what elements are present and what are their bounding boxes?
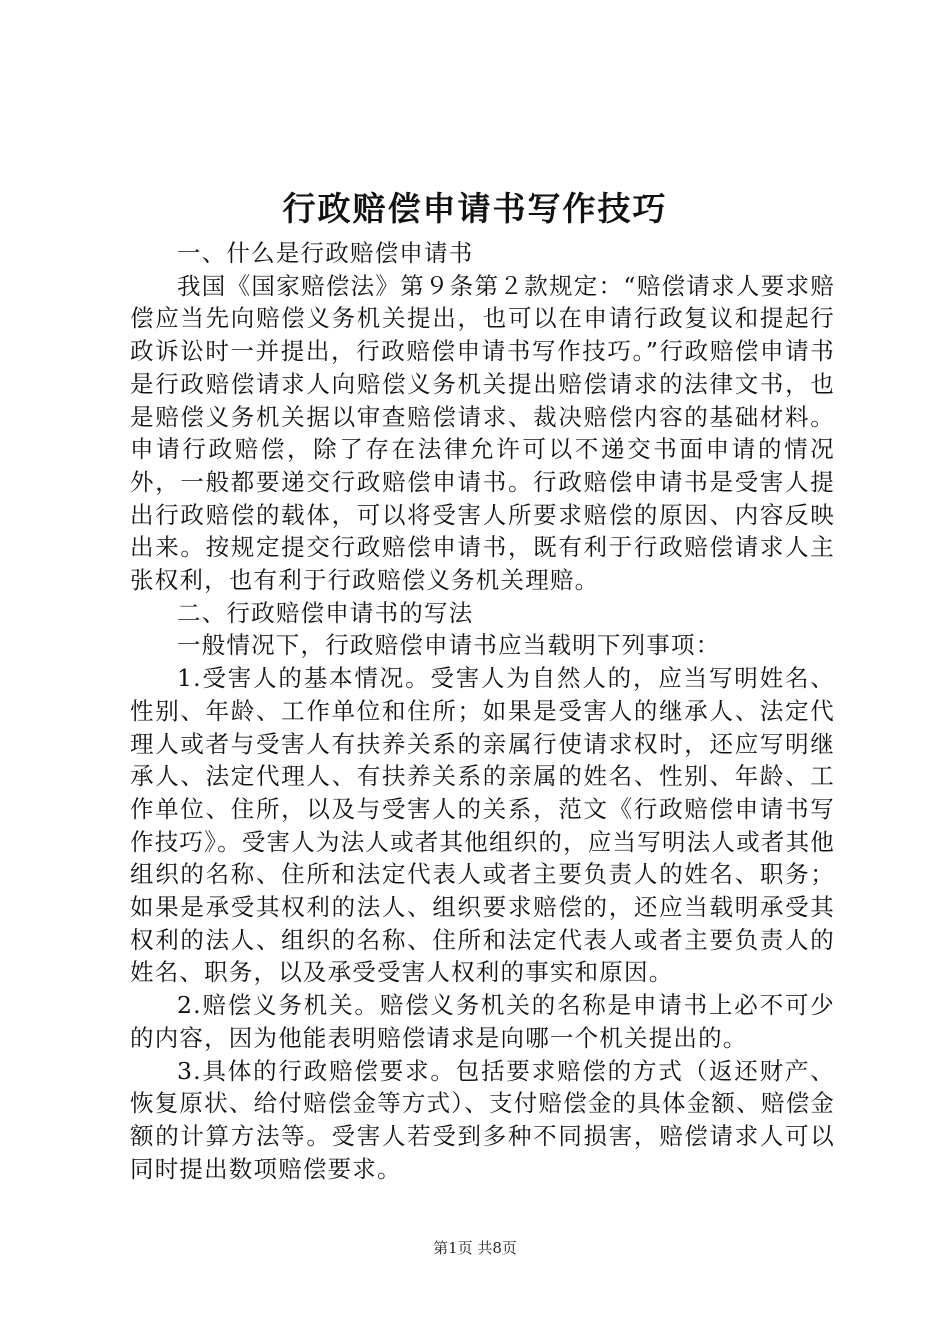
document-title: 行政赔偿申请书写作技巧 xyxy=(282,189,668,228)
paragraph-intro: 一般情况下，行政赔偿申请书应当载明下列事项： xyxy=(177,631,721,660)
paragraph-item-3: 3.具体的行政赔偿要求。包括要求赔偿的方式（返还财产、恢复原状、给付赔偿金等方式）、支付赔偿金的具体金额、赔偿金额的计算方法等。受害人若受到多种不同损害，赔偿请求人可以同时提出数项赔偿要求。 xyxy=(130,1056,835,1183)
section-heading-1: 一、什么是行政赔偿申请书 xyxy=(177,239,474,267)
section-heading-2: 二、行政赔偿申请书的写法 xyxy=(177,598,474,627)
paragraph-definition: 我国《国家赔偿法》第９条第２款规定：“赔偿请求人要求赔偿应当先向赔偿义务机关提出，也可以在申请行政复议和提起行政诉讼时一并提出，行政赔偿申请书写作技巧。”行政赔偿申请书是行政赔偿请求人向赔偿义务机关提出赔偿请求的法律文书，也是赔偿义务机关据以审查赔偿请求、裁决赔偿内容的基础材料。申请行政赔偿，除了存在法律允许可以不递交书面申请的情况外，一般都要递交行政赔偿申请书。行政赔偿申请书是受害人提出行政赔偿的载体，可以将受害人所要求赔偿的原因、内容反映出来。按规定提交行政赔偿申请书，既有利于行政赔偿请求人主张权利，也有利于行政赔偿义务机关理赔。 xyxy=(130,271,835,595)
paragraph-item-1: 1.受害人的基本情况。受害人为自然人的，应当写明姓名、性别、年龄、工作单位和住所；如果是受害人的继承人、法定代理人或者与受害人有扶养关系的亲属行使请求权时，还应写明继承人、法定代理人、有扶养关系的亲属的姓名、性别、年龄、工作单位、住所，以及与受害人的关系，范文《行政赔偿申请书写作技巧》。受害人为法人或者其他组织的，应当写明法人或者其他组织的名称、住所和法定代表人或者主要负责人的姓名、职务；如果是承受其权利的法人、组织要求赔偿的，还应当载明承受其权利的法人、组织的名称、住所和法定代表人或者主要负责人的姓名、职务，以及承受受害人权利的事实和原因。 xyxy=(130,664,835,987)
document-body xyxy=(130,237,835,1185)
page-number-footer: 第1页 共8页 xyxy=(433,1239,517,1257)
paragraph-item-2: 2.赔偿义务机关。赔偿义务机关的名称是申请书上必不可少的内容，因为他能表明赔偿请求是向哪一个机关提出的。 xyxy=(130,991,835,1052)
